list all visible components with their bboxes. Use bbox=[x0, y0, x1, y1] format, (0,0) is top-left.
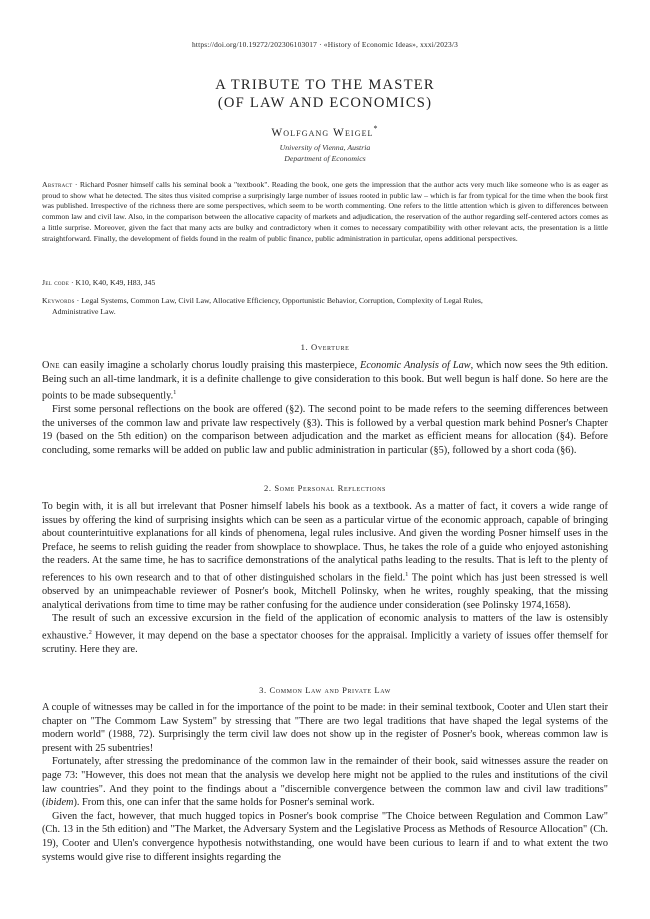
paragraph-text: ). From this, one can infer that the same holds for Posner's seminal work. bbox=[73, 797, 375, 809]
author-name-text: Wolfgang Weigel bbox=[271, 126, 374, 139]
title-line-2: (OF LAW AND ECONOMICS) bbox=[217, 95, 433, 111]
section-2-body bbox=[42, 500, 608, 656]
paragraph: First some personal reflections on the book are offered (§2). The second point to be made refers to the seeming differences between the universes of the common law and private law respectively (§3). This is followed by a verbal question mark behind Posner's Chapter 19 (based on the 5th edition) on the comparison between adjudication and the market as efficient means for allocation (§4). Before concluding, some remarks will be added on public law and public administration in particular (§5), followed by a short coda (§6). bbox=[42, 404, 608, 456]
affiliation-department: Department of Economics bbox=[284, 153, 366, 163]
paragraph-text: The point which has just been stressed is well observed by an unimpeachable reviewer of Posner's book, Mitchell Polinsky, when he writes, roughly speaking, that the missing analytical derivations from time to time may be rather confusing for the audience under consideration (see Polinsky 1974,1658). bbox=[42, 572, 608, 611]
section-1-body bbox=[42, 359, 608, 458]
abstract-text: Richard Posner himself calls his seminal book a "textbook". Reading the book, one gets the impression that the author acts very much like someone who is as eager as proud to show what he detected. The sites thus visited comprise a surprisingly large number of issues rooted in public law – which is far from typical for the time when the book first was published. Irrespective of the richness there are some perspectives, which seem to be worth commenting. One refers to the little attention which is given to differences between common law and civil law. Also, in the comparison between the allocative capacity of markets and adjudication, the reservation of the author regarding self-centered actors comes as a little surprise. Moreover, given the fact that many acts are bulky and contradictory when it comes to necessary compatibility with other relevant acts, the presentation is a little straightforward. Finally, the development of fields found in the realm of public finance, public administration in particular, opens additional perspectives. bbox=[42, 180, 608, 243]
paragraph: Given the fact, however, that much hugged topics in Posner's book comprise "The Choice between Regulation and Common Law" (Ch. 13 in the 5th edition) and "The Market, the Adversary System and the Legislative Process as Methods of Resource Allocation" (Ch. 19), Cooter and Ulen's convergence hypothesis notwithstanding, one would have been curious to learn if and to what extent the two systems would give rise to different insights regarding the bbox=[42, 810, 608, 863]
section-heading-common-law: 3. Common Law and Private Law bbox=[259, 685, 391, 695]
author-footnote-mark: * bbox=[373, 124, 379, 133]
abstract-label: Abstract bbox=[42, 180, 73, 189]
citation-ibidem: ibidem bbox=[45, 797, 74, 809]
paragraph bbox=[42, 755, 608, 809]
author-affiliation bbox=[0, 143, 650, 164]
keywords-separator: · bbox=[74, 296, 82, 305]
paragraph-text: To begin with, it is all but irrelevant that Posner himself labels his book as a textbook. As a matter of fact, it covers a wide range of issues by offering the kind of surprising insights which can be seen as a particular virtue of the economic approach, capable of bringing about counterintuitive explanations for all kinds of phenomena, legal rules inclusive. And given the wording Posner himself uses in the Preface, he seems to relish guiding the reader from showplace to showplace. Thus, he takes the role of a guide who enjoyed astonishing the readers. At the same time, he has to sacrifice demonstrations of the analytical paths leading to the results. That is left to the plenty of references to his own research and to that of other distinguished scholars in the field. bbox=[42, 501, 608, 584]
paragraph bbox=[42, 612, 608, 656]
jel-separator: · bbox=[69, 278, 76, 287]
section-3-body bbox=[42, 701, 608, 864]
footnote-ref: 1 bbox=[405, 570, 409, 578]
keywords bbox=[42, 296, 608, 317]
section-heading-overture: 1. Overture bbox=[300, 342, 350, 352]
author-name bbox=[0, 124, 650, 139]
abstract-separator: · bbox=[72, 180, 80, 189]
paragraph-text: , which now sees the 9th edition. Being such an all-time landmark, it is a definite challenge to give consideration to this book. But well begun is half done. So here are the points to be made subsequently. bbox=[42, 360, 608, 402]
paragraph-text: can easily imagine a scholarly chorus loudly praising this masterpiece, bbox=[59, 360, 361, 371]
paragraph bbox=[42, 500, 608, 612]
section-heading-personal-reflections: 2. Some Personal Reflections bbox=[264, 483, 386, 493]
paragraph-text: The result of such an excessive excursion in the field of the application of economic analysis to matters of the law is ostensibly exhaustive. bbox=[42, 613, 608, 642]
footnote-ref: 1 bbox=[173, 389, 177, 397]
title-line-1: A TRIBUTE TO THE MASTER bbox=[215, 77, 435, 93]
jel-code-list: K10, K40, K49, H83, J45 bbox=[75, 278, 156, 287]
paragraph-text: Fortunately, after stressing the predominance of the common law in the remainder of their book, said witnesses assure the reader on page 73: "However, this does not mean that the analysis we develop here might not be applied to the rules and institutions of the civil law countries". And they point to the findings about a "discernible convergence between the common law and civil law traditions" ( bbox=[42, 756, 608, 809]
paragraph bbox=[42, 359, 608, 403]
paragraph: A couple of witnesses may be called in for the importance of the point to be made: in their seminal textbook, Cooter and Ulen start their chapter on "The Commom Law System" by stressing that "There are two legal traditions that have shaped the legal systems of the modern world" (1988, 72). Surprisingly the term civil law does not show up in the register of Posner's book, whereas common law is present with 25 subentries! bbox=[42, 702, 608, 754]
article-title bbox=[0, 76, 650, 112]
running-head: https://doi.org/10.19272/202306103017 · «History of Economic Ideas», xxxi/2023/3 bbox=[191, 40, 459, 49]
jel-label: Jel code bbox=[42, 278, 70, 287]
paragraph-text: However, it may depend on the base a spectator chooses for the appraisal. Implicitly a variety of issues offer themself for scrutiny. Here they are. bbox=[42, 630, 608, 655]
keywords-line-2: Administrative Law. bbox=[52, 306, 116, 316]
keywords-label: Keywords bbox=[42, 296, 75, 305]
abstract bbox=[42, 180, 608, 244]
keywords-line-1: Legal Systems, Common Law, Civil Law, Allocative Efficiency, Opportunistic Behavior, Corruption, Complexity of Legal Rules, bbox=[81, 296, 483, 305]
book-title: Economic Analysis of Law bbox=[360, 360, 471, 371]
affiliation-university: University of Vienna, Austria bbox=[279, 143, 371, 152]
jel-codes bbox=[42, 278, 608, 289]
opening-word: One bbox=[42, 360, 60, 371]
footnote-ref: 2 bbox=[88, 628, 92, 636]
